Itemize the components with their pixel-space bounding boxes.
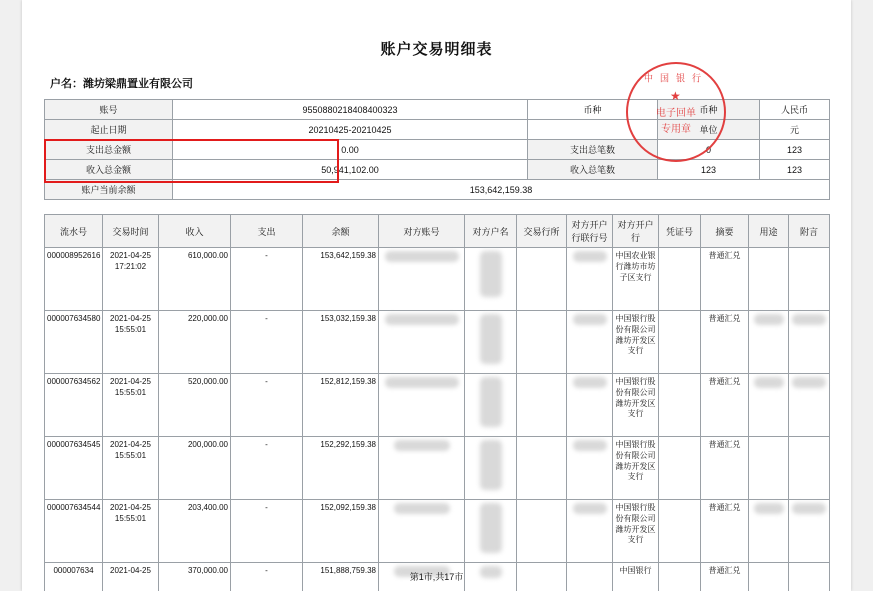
stamp-arc-text: 中国银行 xyxy=(643,72,708,84)
cell-voucher xyxy=(659,248,701,311)
cell-income: 370,000.00 xyxy=(159,563,231,591)
summary-label-unit: 单位 xyxy=(658,120,760,140)
summary-label-2: 币种 xyxy=(528,100,658,120)
summary-row xyxy=(45,120,830,140)
cell-purpose xyxy=(749,500,789,563)
summary-label-income-total: 收入总金额 xyxy=(45,160,173,180)
cell-purpose xyxy=(749,374,789,437)
cell-summary: 普通汇兑 xyxy=(701,563,749,591)
col-remark: 附言 xyxy=(789,215,830,248)
col-time: 交易时间 xyxy=(103,215,159,248)
cell-counter-name xyxy=(465,437,517,500)
cell-purpose xyxy=(749,311,789,374)
page-title: 账户交易明细表 xyxy=(380,41,493,58)
table-row[interactable] xyxy=(45,500,830,563)
cell-time: 2021-04-25 17:21:02 xyxy=(103,248,159,311)
cell-income: 200,000.00 xyxy=(159,437,231,500)
col-summary: 摘要 xyxy=(701,215,749,248)
col-serial: 流水号 xyxy=(45,215,103,248)
col-balance: 余额 xyxy=(303,215,379,248)
cell-remark xyxy=(789,437,830,500)
detail-table-wrap xyxy=(44,214,829,591)
col-income: 收入 xyxy=(159,215,231,248)
cell-expense: - xyxy=(231,311,303,374)
summary-row xyxy=(45,140,830,160)
account-name-value: 潍坊梁鼎置业有限公司 xyxy=(83,78,193,90)
summary-value-expense-total: 0.00 xyxy=(173,140,528,160)
cell-bank-code xyxy=(567,500,613,563)
cell-bank-code xyxy=(567,248,613,311)
cell-income: 610,000.00 xyxy=(159,248,231,311)
page-footer: 第1市,共17市 xyxy=(409,572,464,582)
cell-counter-account xyxy=(379,374,465,437)
cell-remark xyxy=(789,500,830,563)
cell-time: 2021-04-25 15:55:01 xyxy=(103,311,159,374)
cell-counter-name xyxy=(465,248,517,311)
account-name-label: 户名： xyxy=(50,78,83,90)
cell-balance: 152,092,159.38 xyxy=(303,500,379,563)
cell-counter-bank: 中国银行股份有限公司潍坊开发区支行 xyxy=(613,311,659,374)
account-name-line xyxy=(50,75,851,91)
col-counter-account: 对方账号 xyxy=(379,215,465,248)
cell-counter-bank: 中国银行股份有限公司潍坊开发区支行 xyxy=(613,374,659,437)
summary-row xyxy=(45,160,830,180)
cell-time: 2021-04-25 15:55:01 xyxy=(103,437,159,500)
col-voucher: 凭证号 xyxy=(659,215,701,248)
table-row[interactable] xyxy=(45,437,830,500)
cell-summary: 普通汇兑 xyxy=(701,437,749,500)
cell-balance: 153,032,159.38 xyxy=(303,311,379,374)
summary-label-currency: 币种 xyxy=(658,100,760,120)
cell-purpose xyxy=(749,248,789,311)
cell-voucher xyxy=(659,437,701,500)
col-counter-bank: 对方开户行 xyxy=(613,215,659,248)
summary-label: 账号 xyxy=(45,100,173,120)
stamp-line-2: 专用章 xyxy=(661,124,691,135)
cell-serial: 000007634545 xyxy=(45,437,103,500)
col-trade-branch: 交易行所 xyxy=(517,215,567,248)
summary-value-income-count: 123 xyxy=(658,160,760,180)
summary-label-expense-total: 支出总金额 xyxy=(45,140,173,160)
cell-remark xyxy=(789,248,830,311)
cell-summary: 普通汇兑 xyxy=(701,374,749,437)
cell-time: 2021-04-25 xyxy=(103,563,159,591)
col-purpose: 用途 xyxy=(749,215,789,248)
cell-expense: - xyxy=(231,563,303,591)
cell-trade-branch xyxy=(517,437,567,500)
cell-counter-account xyxy=(379,311,465,374)
transaction-detail-table xyxy=(44,214,830,591)
cell-counter-bank: 中国农业银行潍坊市坊子区支行 xyxy=(613,248,659,311)
cell-serial: 000007634 xyxy=(45,563,103,591)
cell-counter-name xyxy=(465,374,517,437)
cell-income: 520,000.00 xyxy=(159,374,231,437)
cell-expense: - xyxy=(231,437,303,500)
summary-row xyxy=(45,100,830,120)
summary-value-unit: 元 xyxy=(760,120,830,140)
cell-serial: 000007634580 xyxy=(45,311,103,374)
summary-label-balance: 账户当前余额 xyxy=(45,180,173,200)
cell-time: 2021-04-25 15:55:01 xyxy=(103,374,159,437)
document-page xyxy=(22,0,851,591)
cell-counter-name xyxy=(465,311,517,374)
cell-voucher xyxy=(659,311,701,374)
cell-trade-branch xyxy=(517,311,567,374)
summary-value-expense-count: 0 xyxy=(658,140,760,160)
cell-counter-account xyxy=(379,437,465,500)
star-icon: ★ xyxy=(670,89,681,103)
cell-summary: 普通汇兑 xyxy=(701,311,749,374)
cell-trade-branch xyxy=(517,500,567,563)
cell-summary: 普通汇兑 xyxy=(701,248,749,311)
summary-value-currency: 人民币 xyxy=(760,100,830,120)
cell-income: 220,000.00 xyxy=(159,311,231,374)
cell-expense: - xyxy=(231,248,303,311)
cell-purpose xyxy=(749,437,789,500)
cell-voucher xyxy=(659,500,701,563)
cell-counter-account xyxy=(379,500,465,563)
summary-spacer xyxy=(528,120,658,140)
table-row[interactable] xyxy=(45,374,830,437)
cell-counter-bank: 中国银行 xyxy=(613,563,659,591)
summary-label: 起止日期 xyxy=(45,120,173,140)
summary-table xyxy=(44,99,830,200)
cell-balance: 151,888,759.38 xyxy=(303,563,379,591)
cell-expense: - xyxy=(231,500,303,563)
cell-expense: - xyxy=(231,374,303,437)
cell-balance: 153,642,159.38 xyxy=(303,248,379,311)
summary-value: 20210425-20210425 xyxy=(173,120,528,140)
cell-counter-account xyxy=(379,248,465,311)
summary-value-record-count-a: 123 xyxy=(760,140,830,160)
cell-bank-code xyxy=(567,437,613,500)
cell-serial: 000007634544 xyxy=(45,500,103,563)
summary-value-record-count: 123 xyxy=(760,160,830,180)
cell-counter-name xyxy=(465,500,517,563)
col-counter-name: 对方户名 xyxy=(465,215,517,248)
cell-serial: 000008952616 xyxy=(45,248,103,311)
col-expense: 支出 xyxy=(231,215,303,248)
summary-row xyxy=(45,180,830,200)
cell-counter-bank: 中国银行股份有限公司潍坊开发区支行 xyxy=(613,500,659,563)
summary-value-balance: 153,642,159.38 xyxy=(173,180,830,200)
cell-balance: 152,292,159.38 xyxy=(303,437,379,500)
cell-trade-branch xyxy=(517,374,567,437)
cell-voucher xyxy=(659,374,701,437)
col-bank-code: 对方开户行联行号 xyxy=(567,215,613,248)
cell-time: 2021-04-25 15:55:01 xyxy=(103,500,159,563)
cell-bank-code xyxy=(567,374,613,437)
cell-serial: 000007634562 xyxy=(45,374,103,437)
cell-counter-bank: 中国银行股份有限公司潍坊开发区支行 xyxy=(613,437,659,500)
table-row[interactable] xyxy=(45,248,830,311)
cell-summary: 普通汇兑 xyxy=(701,500,749,563)
detail-header-row xyxy=(45,215,830,248)
summary-label-expense-count: 支出总笔数 xyxy=(528,140,658,160)
stamp-line-1: 电子回单 xyxy=(656,108,696,119)
cell-bank-code xyxy=(567,311,613,374)
cell-remark xyxy=(789,374,830,437)
cell-income: 203,400.00 xyxy=(159,500,231,563)
summary-value: 9550880218408400323 xyxy=(173,100,528,120)
cell-trade-branch xyxy=(517,248,567,311)
summary-value-income-total: 50,941,102.00 xyxy=(173,160,528,180)
summary-label-income-count: 收入总笔数 xyxy=(528,160,658,180)
cell-remark xyxy=(789,311,830,374)
cell-balance: 152,812,159.38 xyxy=(303,374,379,437)
table-row[interactable] xyxy=(45,311,830,374)
